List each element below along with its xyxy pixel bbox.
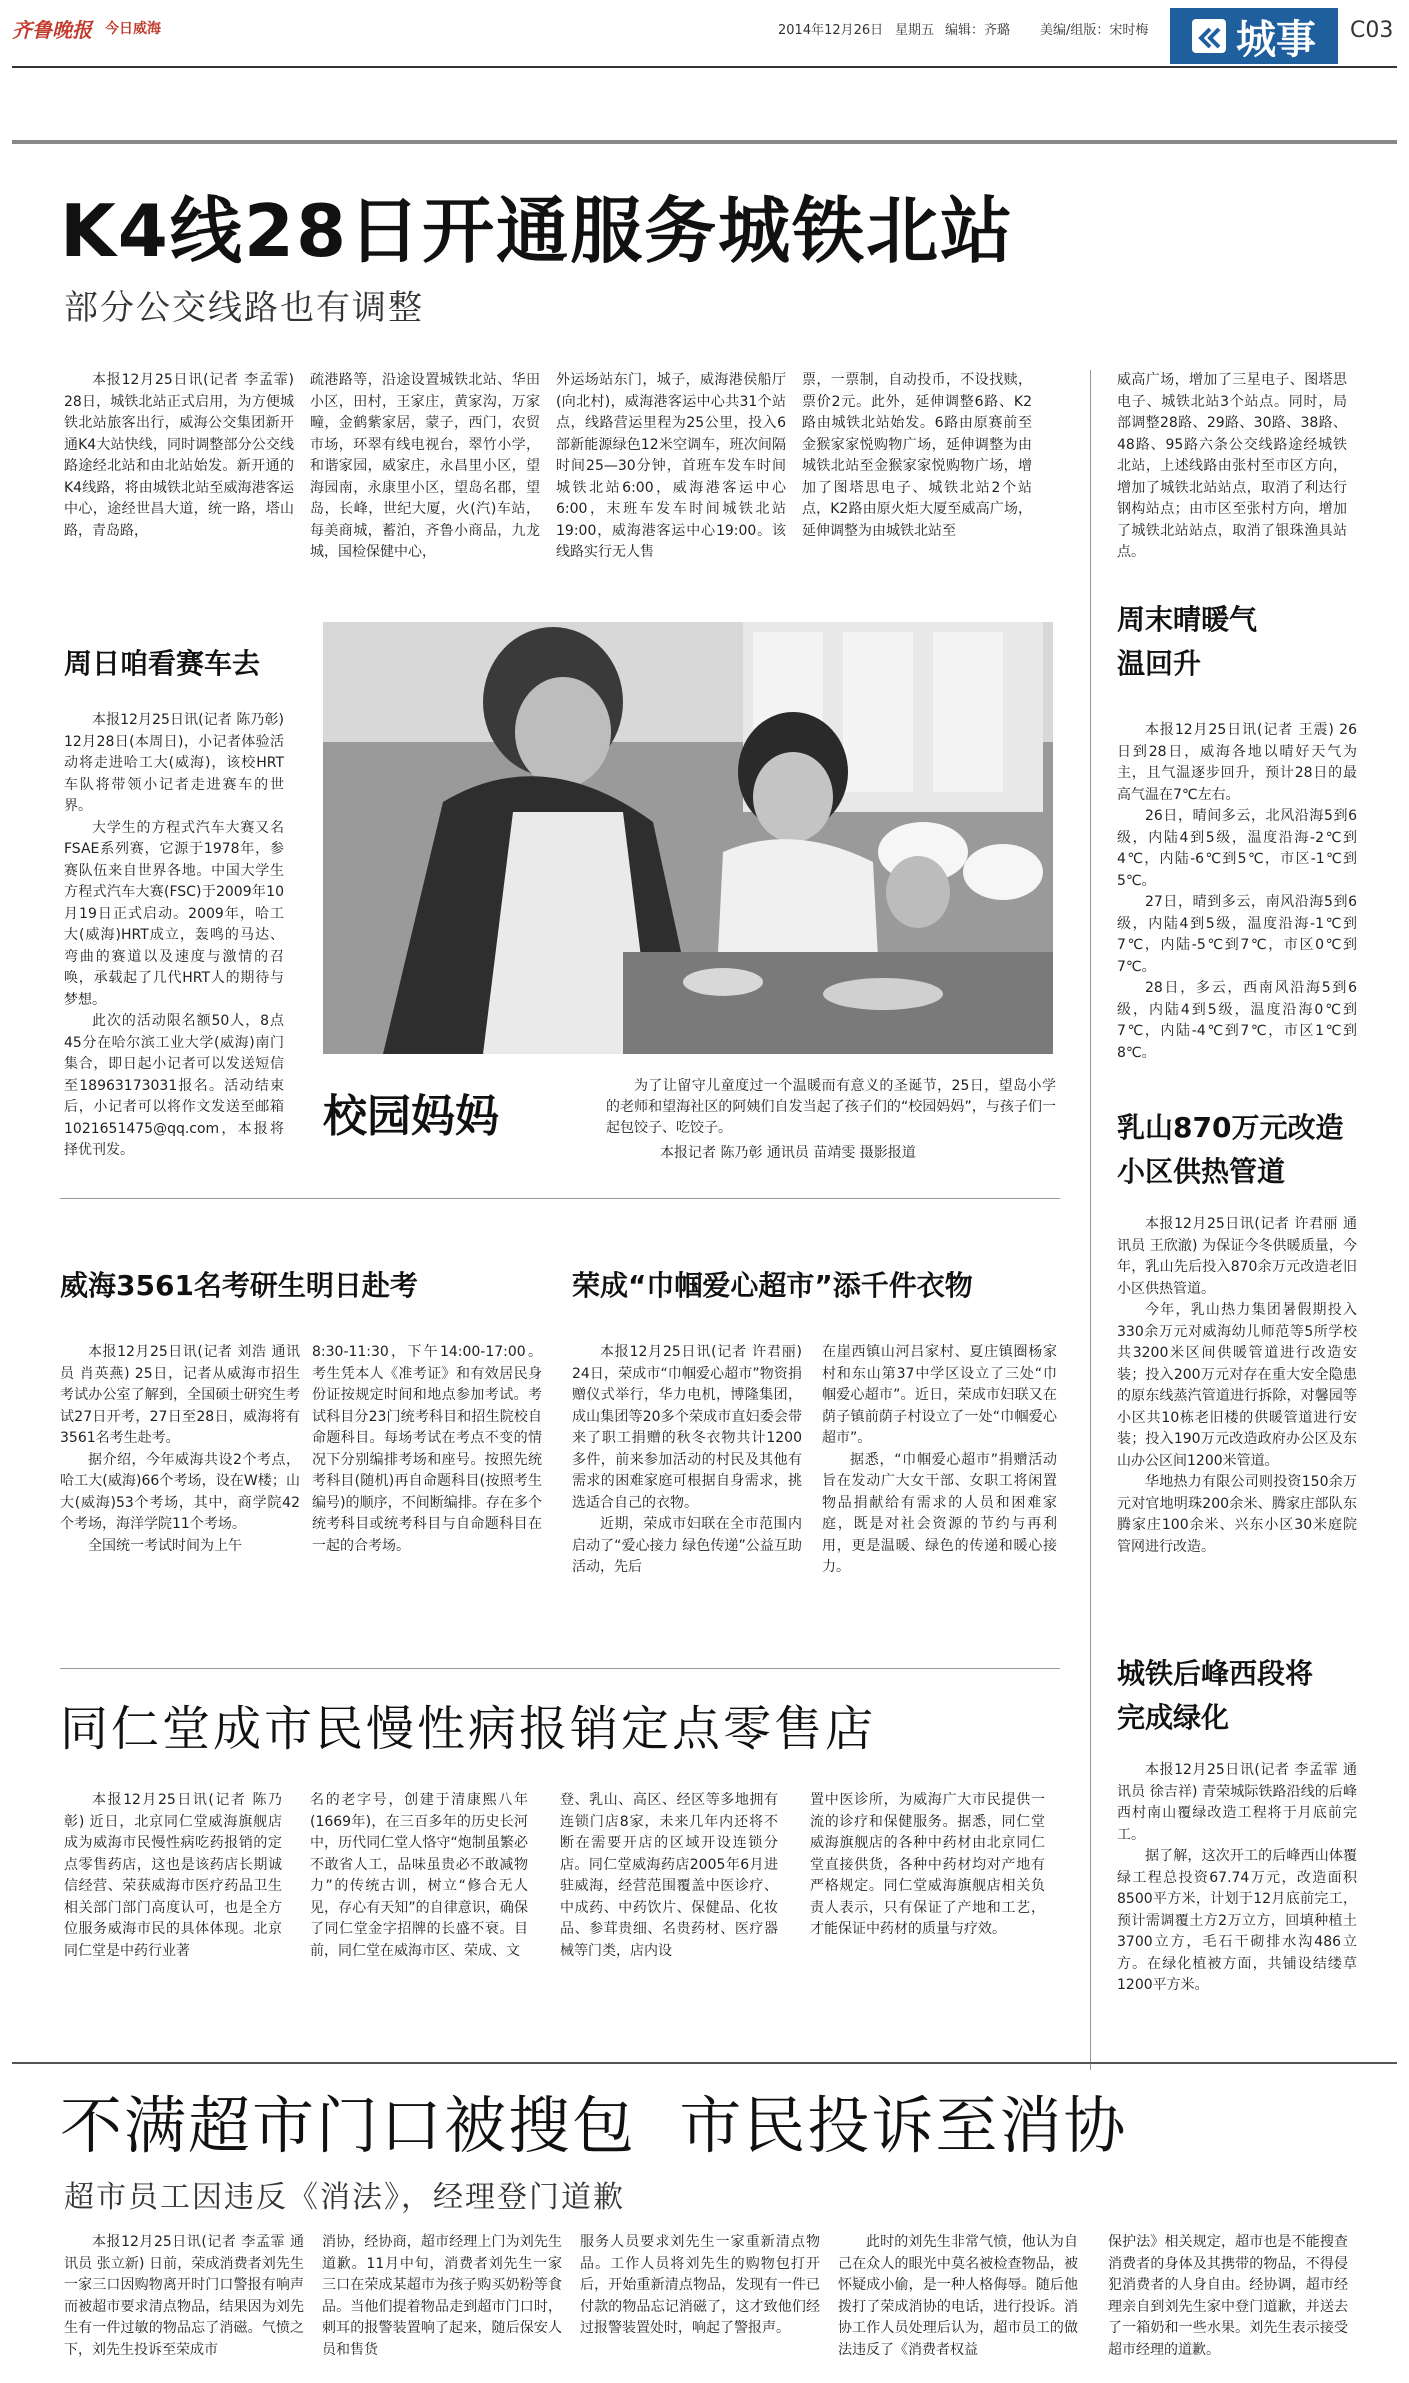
tongrentang-column-2: [310, 1790, 528, 2050]
race-body: [64, 710, 284, 1230]
bottom-headline: 不满超市门口被搜包 市民投诉至消协: [60, 2089, 1128, 2162]
heating-body: [1117, 1214, 1357, 1644]
charity-para: 据悉，“巾帼爱心超市”捐赠活动旨在发动广大女干部、女职工将闲置物品捐献给有需求的人员和困难家庭，既是对社会资源的节约与再利用，更是温暖、绿色的传递和暖心接力。: [822, 1451, 1057, 1575]
weather-para: 28日，多云，西南风沿海5到6级，内陆4到5级，温度沿海0℃到7℃，内陆-4℃到7℃，市区1℃到8℃。: [1117, 980, 1357, 1061]
charity-headline: 荣成“巾帼爱心超市”添千件衣物: [572, 1269, 973, 1302]
page-number: C03: [1350, 18, 1394, 43]
lead-column-3: [556, 370, 786, 560]
bottom-column-4: [838, 2232, 1078, 2380]
photo-caption: [606, 1076, 1056, 1146]
photo-title: 校园妈妈: [323, 1091, 499, 1142]
lead-col-text: 疏港路等，沿途设置城铁北站、华田小区，田村，王家庄，黄家沟，万家疃，金鹤紫家居，蒙子，西门，农贸市场，环翠有线电视台，翠竹小学，和谐家园，威家庄，永昌里小区，望海园南，永康里小区，望岛名郡，望岛，长峰，世纪大厦，火(汽)车站，每美商城，蓄泊，齐鲁小商品，九龙城，国检保健中心，: [310, 372, 540, 560]
green-title: 城铁后峰西段将完成绿化: [1117, 1657, 1314, 1734]
tongrentang-column-1: [64, 1790, 282, 2050]
tongrentang-para: 名的老字号，创建于清康熙八年(1669年)，在三百多年的历史长河中，历代同仁堂人恪守“炮制虽繁必不敢省人工，品味虽贵必不敢减物力”的传统古训，树立“修合无人见，存心有天知”的自律意识，确保了同仁堂金字招牌的长盛不衰。目前，同仁堂在威海市区、荣成、文: [310, 1792, 528, 1959]
bottom-para: 此时的刘先生非常气愤，他认为自己在众人的眼光中莫名被检查物品，被怀疑成小偷，是一种人格侮辱。随后他拨打了荣成消协的电话，进行投诉。消协工作人员处理后认为，超市员工的做法违反了《消费者权益: [838, 2234, 1078, 2358]
lead-col-text: 本报12月25日讯(记者 李孟霏) 28日，城铁北站正式启用，为方便城铁北站旅客出行，威海公交集团新开通K4大站快线，同时调整部分公交线路途经北站和由北站始发。新开通的K4线路，将由城铁北站至威海港客运中心，途经世昌大道，统一路，塔山路，青岛路，: [64, 372, 294, 539]
editor-credit: 编辑：齐璐: [945, 23, 1011, 38]
heating-para: 本报12月25日讯(记者 许君丽 通讯员 王欣澈) 为保证今冬供暖质量，今年，乳山先后投入870余万元改造老旧小区供热管道。: [1117, 1216, 1357, 1297]
section-rule: [60, 1198, 1060, 1199]
charity-column-2: [822, 1342, 1057, 1652]
heating-para: 今年，乳山热力集团暑假期投入330余万元对威海幼儿师范等5所学校共3200米区间供暖管道进行改造安装；投入200万元对存在重大安全隐患的原东线蒸汽管道进行拆除，对馨园等小区共10栋老旧楼的供暖管道进行安装；投入190万元改造政府办公区及东山办公区间1200米管道。: [1117, 1302, 1357, 1469]
weather-title: 周末晴暖气温回升: [1117, 603, 1258, 680]
weather-para: 27日，晴到多云，南风沿海5到6级，内陆4到5级，温度沿海-1℃到7℃，内陆-5℃到7℃，市区0℃到7℃。: [1117, 894, 1357, 975]
charity-column-1: [572, 1342, 802, 1652]
tongrentang-column-3: [560, 1790, 778, 2050]
lead-headline: K4线28日开通服务城铁北站: [60, 189, 1015, 273]
header-rule-thick: [12, 140, 1397, 144]
weather-headline: [1117, 598, 1277, 686]
section-rule: [60, 1668, 1060, 1669]
heating-para: 华地热力有限公司则投资150余万元对官地明珠200余米、腾家庄部队东腾家庄100余米、兴东小区30米庭院管网进行改造。: [1117, 1474, 1357, 1555]
design-credit: 美编/组版：宋时梅: [1040, 23, 1149, 38]
race-para: 此次的活动限名额50人，8点45分在哈尔滨工业大学(威海)南门集合，即日起小记者可以发送短信至18963173031报名。活动结束后，小记者可以将作文发送至邮箱1021651475@qq.com，本报将择优刊发。: [64, 1013, 284, 1158]
bottom-para: 消协，经协商，超市经理上门为刘先生道歉。11月中旬，消费者刘先生一家三口在荣成某超市为孩子购买奶粉等食品。当他们提着物品走到超市门口时，刺耳的报警装置响了起来，随后保安人员和售货: [322, 2234, 562, 2358]
tongrentang-para: 置中医诊所，为威海广大市民提供一流的诊疗和保健服务。据悉，同仁堂威海旗舰店的各种中药材由北京同仁堂直接供货，各种中药材均对产地有严格规定。同仁堂威海旗舰店相关负责人表示，只有保证了产地和工艺，才能保证中药材的质量与疗效。: [810, 1792, 1045, 1937]
lead-column-4: [802, 370, 1032, 540]
lead-subheadline: 部分公交线路也有调整: [64, 288, 424, 328]
lead-col-text: 外运场站东门，城子，威海港侯船厅(向北村)，威海港客运中心共31个站点，线路营运里程为25公里，投入6部新能源绿色12米空调车，班次间隔时间25—30分钟，首班车发车时间城铁北站6:00，威海港客运中心6:00，末班车发车时间城铁北站19:00，威海港客运中心19:00。该线路实行无人售: [556, 372, 786, 560]
tongrentang-column-4: [810, 1790, 1045, 2050]
green-para: 据了解，这次开工的后峰西山体覆绿工程总投资67.74万元，改造面积8500平方米，计划于12月底前完工，预计需调覆土方2万立方，回填种植土3700立方，毛石干砌排水沟486立方。在绿化植被方面，共铺设结缕草1200平方米。: [1117, 1848, 1357, 1993]
section-title: 城事: [1236, 16, 1316, 63]
weather-body: [1117, 720, 1357, 1060]
exam-para: 8:30-11:30，下午14:00-17:00。考生凭本人《准考证》和有效居民身份证按规定时间和地点参加考试。考试科目分23门统考科目和招生院校自命题科目。每场考试在考点不变的情况下分别编排考场和座号。按照先统考科目(随机)再自命题科目(按照考生编号)的顺序，不间断编排。存在多个统考科目或统考科目与自命题科目在一起的合考场。: [312, 1344, 542, 1554]
green-body: [1117, 1760, 1357, 2050]
bottom-column-5: [1108, 2232, 1348, 2380]
photo-illustration: [323, 622, 1053, 1054]
bottom-para: 本报12月25日讯(记者 李孟霏 通讯员 张立新) 日前，荣成消费者刘先生一家三口因购物离开时门口警报有响声而被超市要求清点物品，结果因为刘先生有一件过敏的物品忘了消磁。气愤之下，刘先生投诉至荣成市: [64, 2234, 304, 2358]
bottom-column-1: [64, 2232, 304, 2380]
exam-column-1: [60, 1342, 300, 1652]
photo-credit: 本报记者 陈乃彰 通讯员 苗靖雯 摄影报道: [660, 1145, 916, 1161]
tongrentang-para: 登、乳山、高区、经区等多地拥有连锁门店8家，未来几年内还将不断在需要开店的区域开设连锁分店。同仁堂威海药店2005年6月进驻威海，经营范围覆盖中医诊疗、中成药、中药饮片、保健品、化妆品、参茸贵细、名贵药材、医疗器械等门类，店内设: [560, 1792, 778, 1959]
bottom-column-3: [580, 2232, 820, 2380]
column-divider: [1090, 370, 1091, 2070]
tongrentang-headline: 同仁堂成市民慢性病报销定点零售店: [60, 1701, 877, 1757]
section-tab: [1170, 8, 1338, 64]
bottom-subheadline: 超市员工因违反《消法》，经理登门道歉: [64, 2180, 625, 2215]
charity-para: 本报12月25日讯(记者 许君丽) 24日，荣成市“巾帼爱心超市”物资捐赠仪式举行，华力电机，博隆集团，成山集团等20多个荣成市直妇委会带来了职工捐赠的秋冬衣物共计1200多件，前来参加活动的村民及其他有需求的困难家庭可根据自身需求，挑选适合自己的衣物。: [572, 1344, 802, 1511]
bottom-column-2: [322, 2232, 562, 2380]
heating-title: 乳山870万元改造小区供热管道: [1117, 1111, 1344, 1188]
photo-caption-text: 为了让留守儿童度过一个温暖而有意义的圣诞节，25日，望岛小学的老师和望海社区的阿姨们自发当起了孩子们的“校园妈妈”，与孩子们一起包饺子、吃饺子。: [606, 1078, 1056, 1136]
charity-para: 近期，荣成市妇联在全市范围内启动了“爱心接力 绿色传递”公益互助活动，先后: [572, 1516, 802, 1575]
heating-headline: [1117, 1106, 1347, 1194]
lead-col-text: 威高广场，增加了三星电子、图塔思电子、城铁北站3个站点。同时，局部调整28路、29路、30路、38路、48路、95路六条公交线路途经城铁北站，上述线路由张村至市区方向，增加了城铁北站站点，取消了利达行钢构站点；由市区至张村方向，增加了城铁北站站点，取消了银珠渔具站点。: [1117, 372, 1347, 560]
exam-column-2: [312, 1342, 542, 1652]
bottom-para: 服务人员要求刘先生一家重新清点物品。工作人员将刘先生的购物包打开后，开始重新清点物品，发现有一件已付款的物品忘记消磁了，这才致他们经过报警装置处时，响起了警报声。: [580, 2234, 820, 2336]
section-rule: [12, 2062, 1397, 2064]
exam-para: 全国统一考试时间为上午: [88, 1537, 242, 1554]
lead-col-text: 票，一票制，自动投币，不设找赎，票价2元。此外，延伸调整6路、K2路由城铁北站始发。6路由原赛前至金猴家家悦购物广场，延伸调整为由城铁北站至金猴家家悦购物广场，增加了图塔思电子、城铁北站2个站点，K2路由原火炬大厦至威高广场，延伸调整为由城铁北站至: [802, 372, 1032, 539]
issue-date: 2014年12月26日: [778, 23, 884, 38]
issue-weekday: 星期五: [895, 23, 935, 38]
school-mom-photo: [323, 622, 1053, 1054]
edition-label: 今日威海: [105, 21, 161, 37]
race-para: 本报12月25日讯(记者 陈乃彰) 12月28日(本周日)，小记者体验活动将走进哈工大(威海)，该校HRT车队将带领小记者走进赛车的世界。: [64, 712, 284, 814]
lead-column-2: [310, 370, 540, 560]
masthead-logo: 齐鲁晚报: [12, 18, 92, 42]
tongrentang-para: 本报12月25日讯(记者 陈乃彰) 近日，北京同仁堂威海旗舰店成为威海市民慢性病吃药报销的定点零售药店，这也是该药店长期诚信经营、荣获威海市医疗药品卫生相关部门部门高度认可，也是全方位服务威海市民的具体体现。北京同仁堂是中药行业著: [64, 1792, 282, 1959]
exam-para: 本报12月25日讯(记者 刘浩 通讯员 肖英燕) 25日，记者从威海市招生考试办公室了解到，全国硕士研究生考试27日开考，27日至28日，威海将有3561名考生赴考。: [60, 1344, 300, 1446]
exam-para: 据介绍，今年威海共设2个考点，哈工大(威海)66个考场，设在W楼；山大(威海)53个考场，其中，商学院42个考场，海洋学院11个考场。: [60, 1451, 300, 1532]
charity-para: 在崖西镇山河吕家村、夏庄镇圈杨家村和东山第37中学区设立了三处“巾帼爱心超市”。近日，荣成市妇联又在荫子镇前荫子村设立了一处“巾帼爱心超市”。: [822, 1344, 1057, 1446]
double-chevron-left-icon: [1192, 19, 1226, 53]
lead-column-5: [1117, 370, 1347, 560]
race-headline: 周日咱看赛车去: [64, 647, 261, 680]
race-para: 大学生的方程式汽车大赛又名FSAE系列赛，它源于1978年，参赛队伍来自世界各地。中国大学生方程式汽车大赛(FSC)于2009年10月19日正式启动。2009年，哈工大(威海)HRT成立，轰鸣的马达、弯曲的赛道以及速度与激情的召唤，承载起了几代HRT人的期待与梦想。: [64, 819, 284, 1008]
header-rule: [12, 66, 1397, 68]
green-headline: [1117, 1652, 1317, 1740]
bottom-para: 保护法》相关规定，超市也是不能搜查消费者的身体及其携带的物品，不得侵犯消费者的人身自由。经协调，超市经理亲自到刘先生家中登门道歉，并送去了一箱奶和一些水果。刘先生表示接受超市经理的道歉。: [1108, 2234, 1348, 2358]
lead-column-1: [64, 370, 294, 540]
weather-para: 26日，晴间多云，北风沿海5到6级，内陆4到5级，温度沿海-2℃到4℃，内陆-6℃到5℃，市区-1℃到5℃。: [1117, 808, 1357, 889]
weather-para: 本报12月25日讯(记者 王震) 26日到28日，威海各地以晴好天气为主，且气温逐步回升，预计28日的最高气温在7℃左右。: [1117, 722, 1357, 803]
green-para: 本报12月25日讯(记者 李孟霏 通讯员 徐吉祥) 青荣城际铁路沿线的后峰西村南山覆绿改造工程将于月底前完工。: [1117, 1762, 1357, 1843]
exam-headline: 威海3561名考研生明日赴考: [60, 1269, 418, 1302]
